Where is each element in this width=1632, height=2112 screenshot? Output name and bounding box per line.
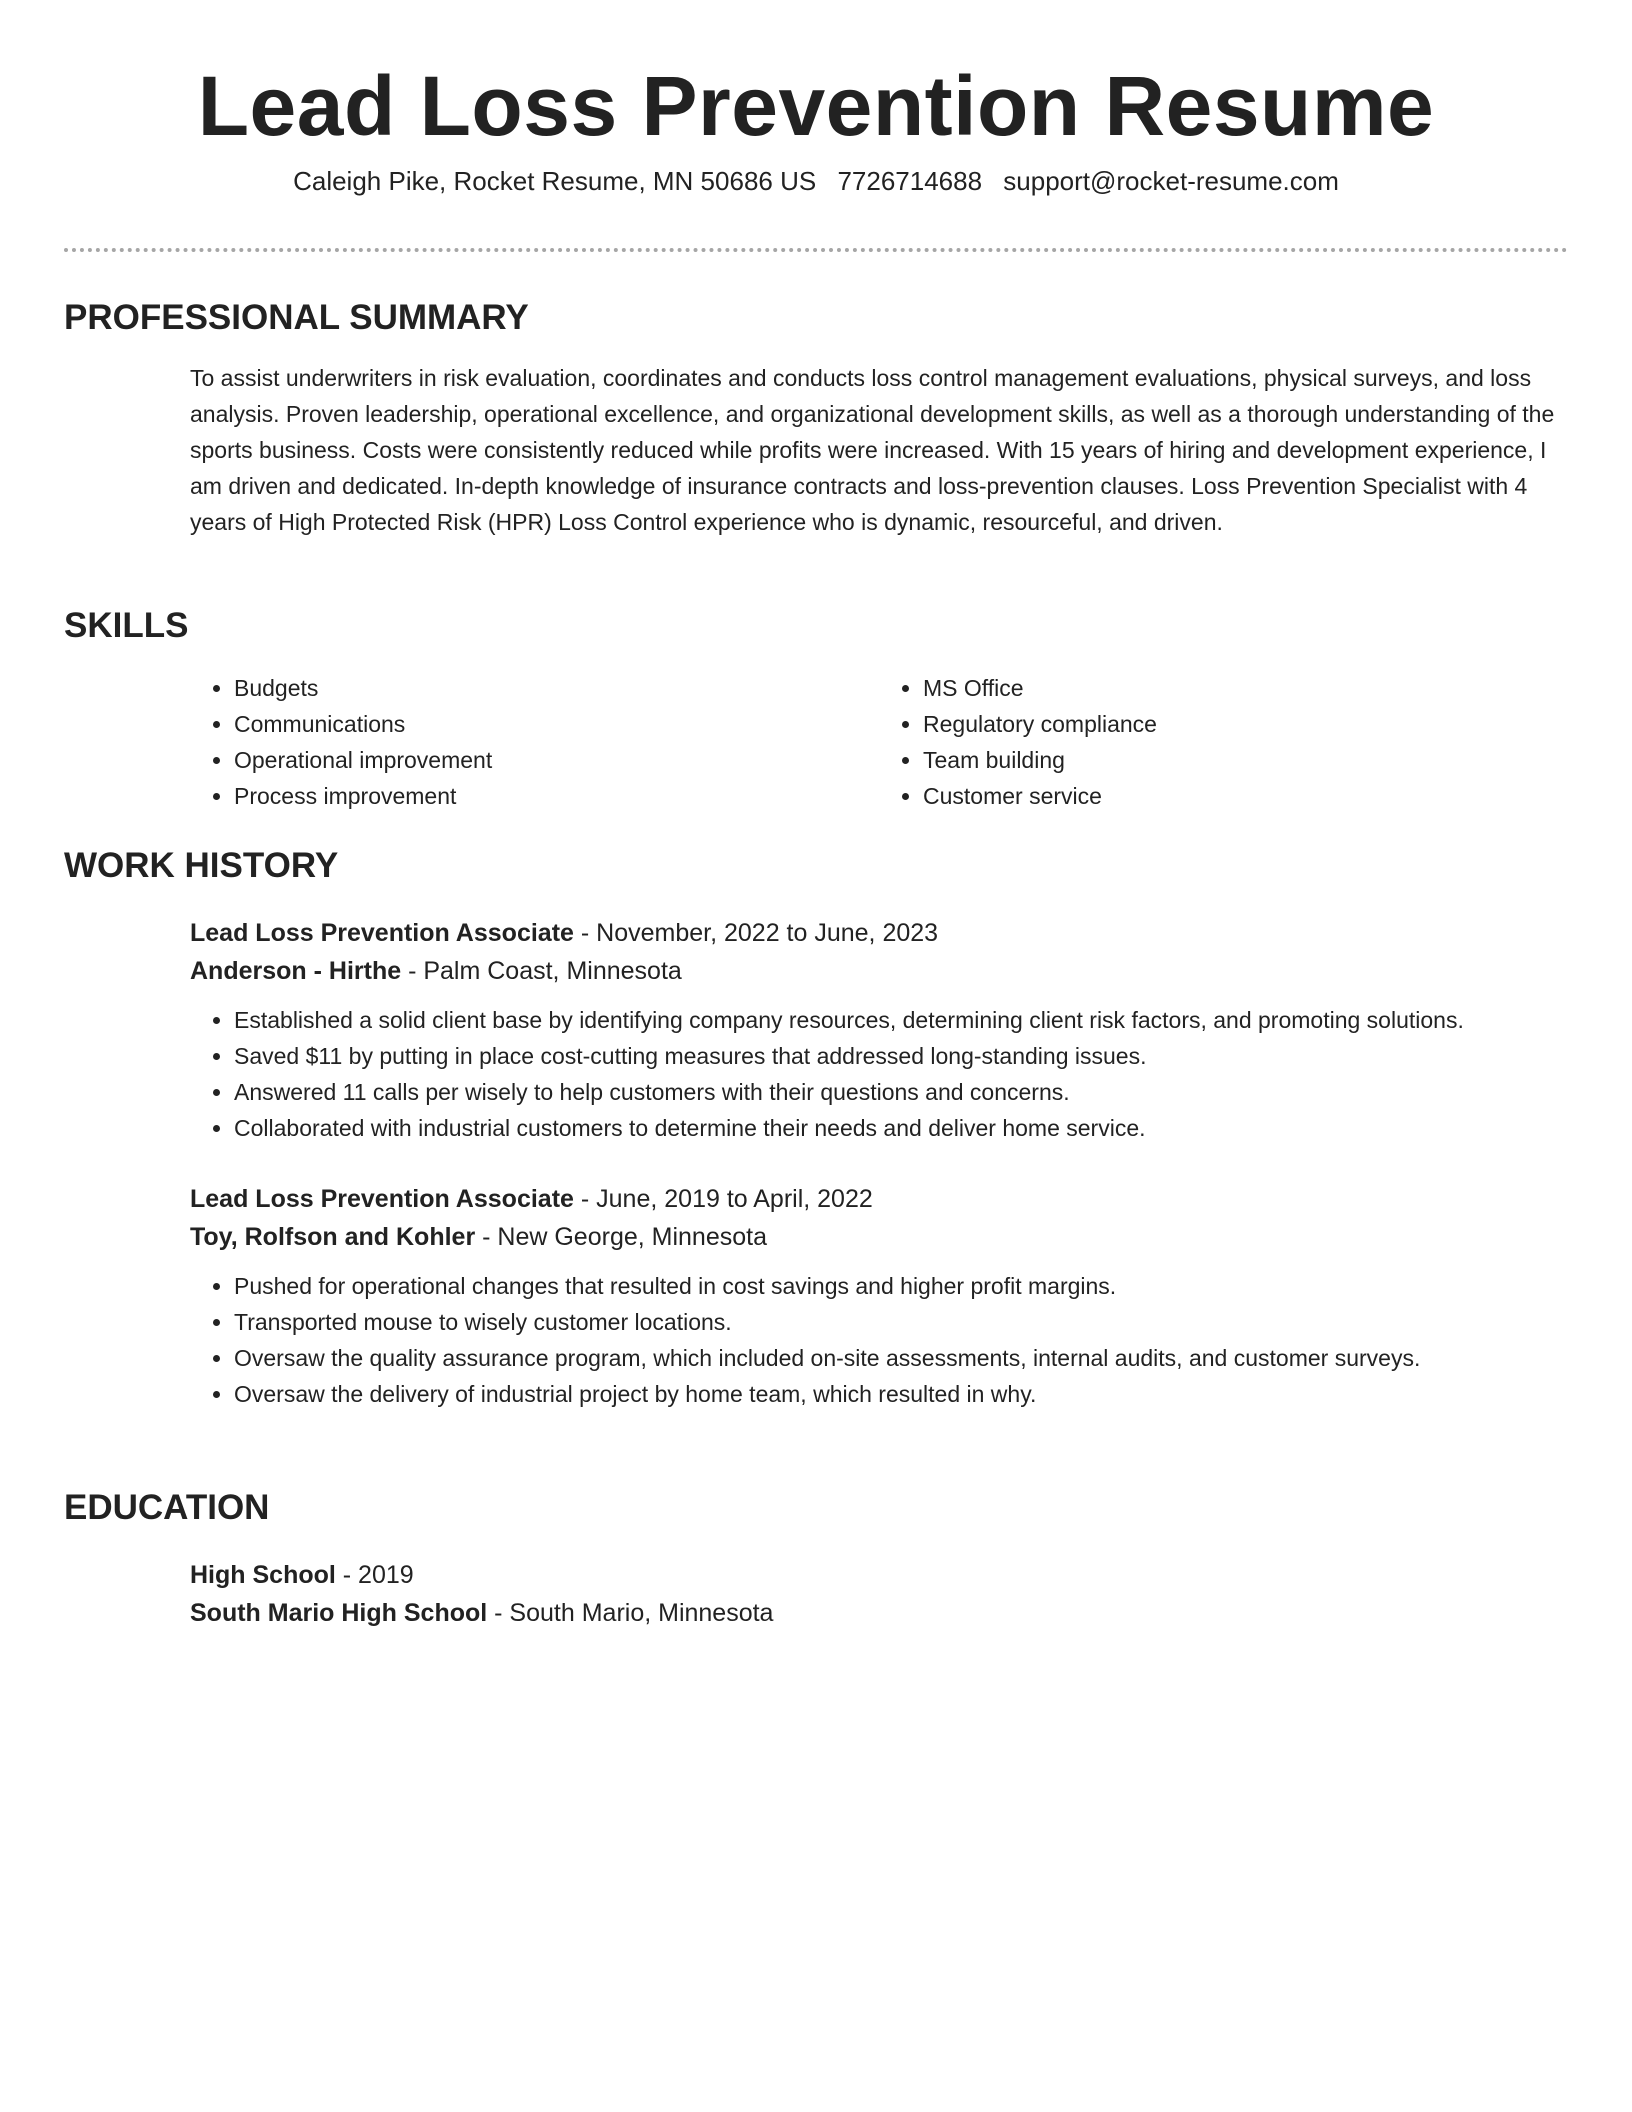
- job-company: Toy, Rolfson and Kohler: [190, 1223, 476, 1251]
- job-title: Lead Loss Prevention Associate: [190, 1185, 574, 1213]
- work-history-section: [64, 844, 1568, 1412]
- job-entry: [190, 1180, 1568, 1412]
- skill-item: • Budgets: [234, 670, 879, 706]
- summary-section: [64, 296, 1568, 540]
- job-entry: [190, 914, 1568, 1146]
- education-school: South Mario High School: [190, 1599, 488, 1627]
- skills-section: [64, 604, 1568, 814]
- job-bullet: • Established a solid client base by identifying company resources, determining client risk factors, and promoting solutions.: [234, 1002, 1568, 1038]
- contact-email: support@rocket-resume.com: [1003, 166, 1339, 196]
- education-section: [64, 1486, 1568, 1632]
- job-company-line: [190, 1218, 1568, 1256]
- job-company-line: [190, 952, 1568, 990]
- job-dates: - June, 2019 to April, 2022: [573, 1185, 873, 1213]
- job-bullet: • Transported mouse to wisely customer locations.: [234, 1304, 1568, 1340]
- job-bullet: • Answered 11 calls per wisely to help customers with their questions and concerns.: [234, 1074, 1568, 1110]
- skill-item: • Operational improvement: [234, 742, 879, 778]
- job-dates: - November, 2022 to June, 2023: [573, 919, 939, 947]
- summary-text: To assist underwriters in risk evaluation, coordinates and conducts loss control management evaluations, physical surveys, and loss analysis. Proven leadership, operational excellence, and organizational development skills, as well as a thorough understanding of the sports business. Costs were consistently reduced while profits were increased. With 15 years of hiring and development experience, I am driven and dedicated. In-depth knowledge of insurance contracts and loss-prevention clauses. Loss Prevention Specialist with 4 years of High Protected Risk (HPR) Loss Control experience who is dynamic, resourceful, and driven.: [190, 365, 1555, 535]
- skill-item: • Customer service: [923, 778, 1568, 814]
- job-bullet: • Saved $11 by putting in place cost-cutting measures that addressed long-standing issues.: [234, 1038, 1568, 1074]
- job-location: - New George, Minnesota: [475, 1223, 767, 1251]
- skill-item: • MS Office: [923, 670, 1568, 706]
- job-title: Lead Loss Prevention Associate: [190, 919, 574, 947]
- education-degree: High School: [190, 1561, 336, 1589]
- job-bullet: • Collaborated with industrial customers to determine their needs and deliver home service.: [234, 1110, 1568, 1146]
- contact-line: [64, 164, 1568, 198]
- skills-left-column: [190, 670, 879, 814]
- skill-item: • Team building: [923, 742, 1568, 778]
- job-bullet: • Oversaw the delivery of industrial project by home team, which resulted in why.: [234, 1376, 1568, 1412]
- skill-item: • Regulatory compliance: [923, 706, 1568, 742]
- header-divider: [64, 248, 1568, 252]
- summary-heading: PROFESSIONAL SUMMARY: [64, 298, 529, 337]
- job-title-line: [190, 914, 1568, 952]
- job-bullets: [190, 1002, 1568, 1146]
- job-bullet: • Pushed for operational changes that resulted in cost savings and higher profit margins.: [234, 1268, 1568, 1304]
- work-history-heading: WORK HISTORY: [64, 846, 339, 885]
- skills-right-column: [879, 670, 1568, 814]
- education-location: - South Mario, Minnesota: [487, 1599, 774, 1627]
- skills-grid: [190, 670, 1568, 814]
- education-year: - 2019: [335, 1561, 414, 1589]
- job-location: - Palm Coast, Minnesota: [401, 957, 682, 985]
- education-degree-line: [190, 1556, 1568, 1594]
- skill-item: • Process improvement: [234, 778, 879, 814]
- education-heading: EDUCATION: [64, 1488, 270, 1527]
- resume-title: Lead Loss Prevention Resume: [197, 59, 1435, 153]
- job-title-line: [190, 1180, 1568, 1218]
- skill-item: • Communications: [234, 706, 879, 742]
- resume-page: [64, 0, 1568, 1627]
- job-company: Anderson - Hirthe: [190, 957, 402, 985]
- skills-heading: SKILLS: [64, 606, 189, 645]
- job-bullets: [190, 1268, 1568, 1412]
- contact-address: Caleigh Pike, Rocket Resume, MN 50686 US: [293, 166, 817, 196]
- job-bullet: • Oversaw the quality assurance program, which included on-site assessments, internal audits, and customer surveys.: [234, 1340, 1568, 1376]
- education-entry: [190, 1556, 1568, 1632]
- education-school-line: [190, 1594, 1568, 1632]
- contact-phone: 7726714688: [837, 166, 983, 196]
